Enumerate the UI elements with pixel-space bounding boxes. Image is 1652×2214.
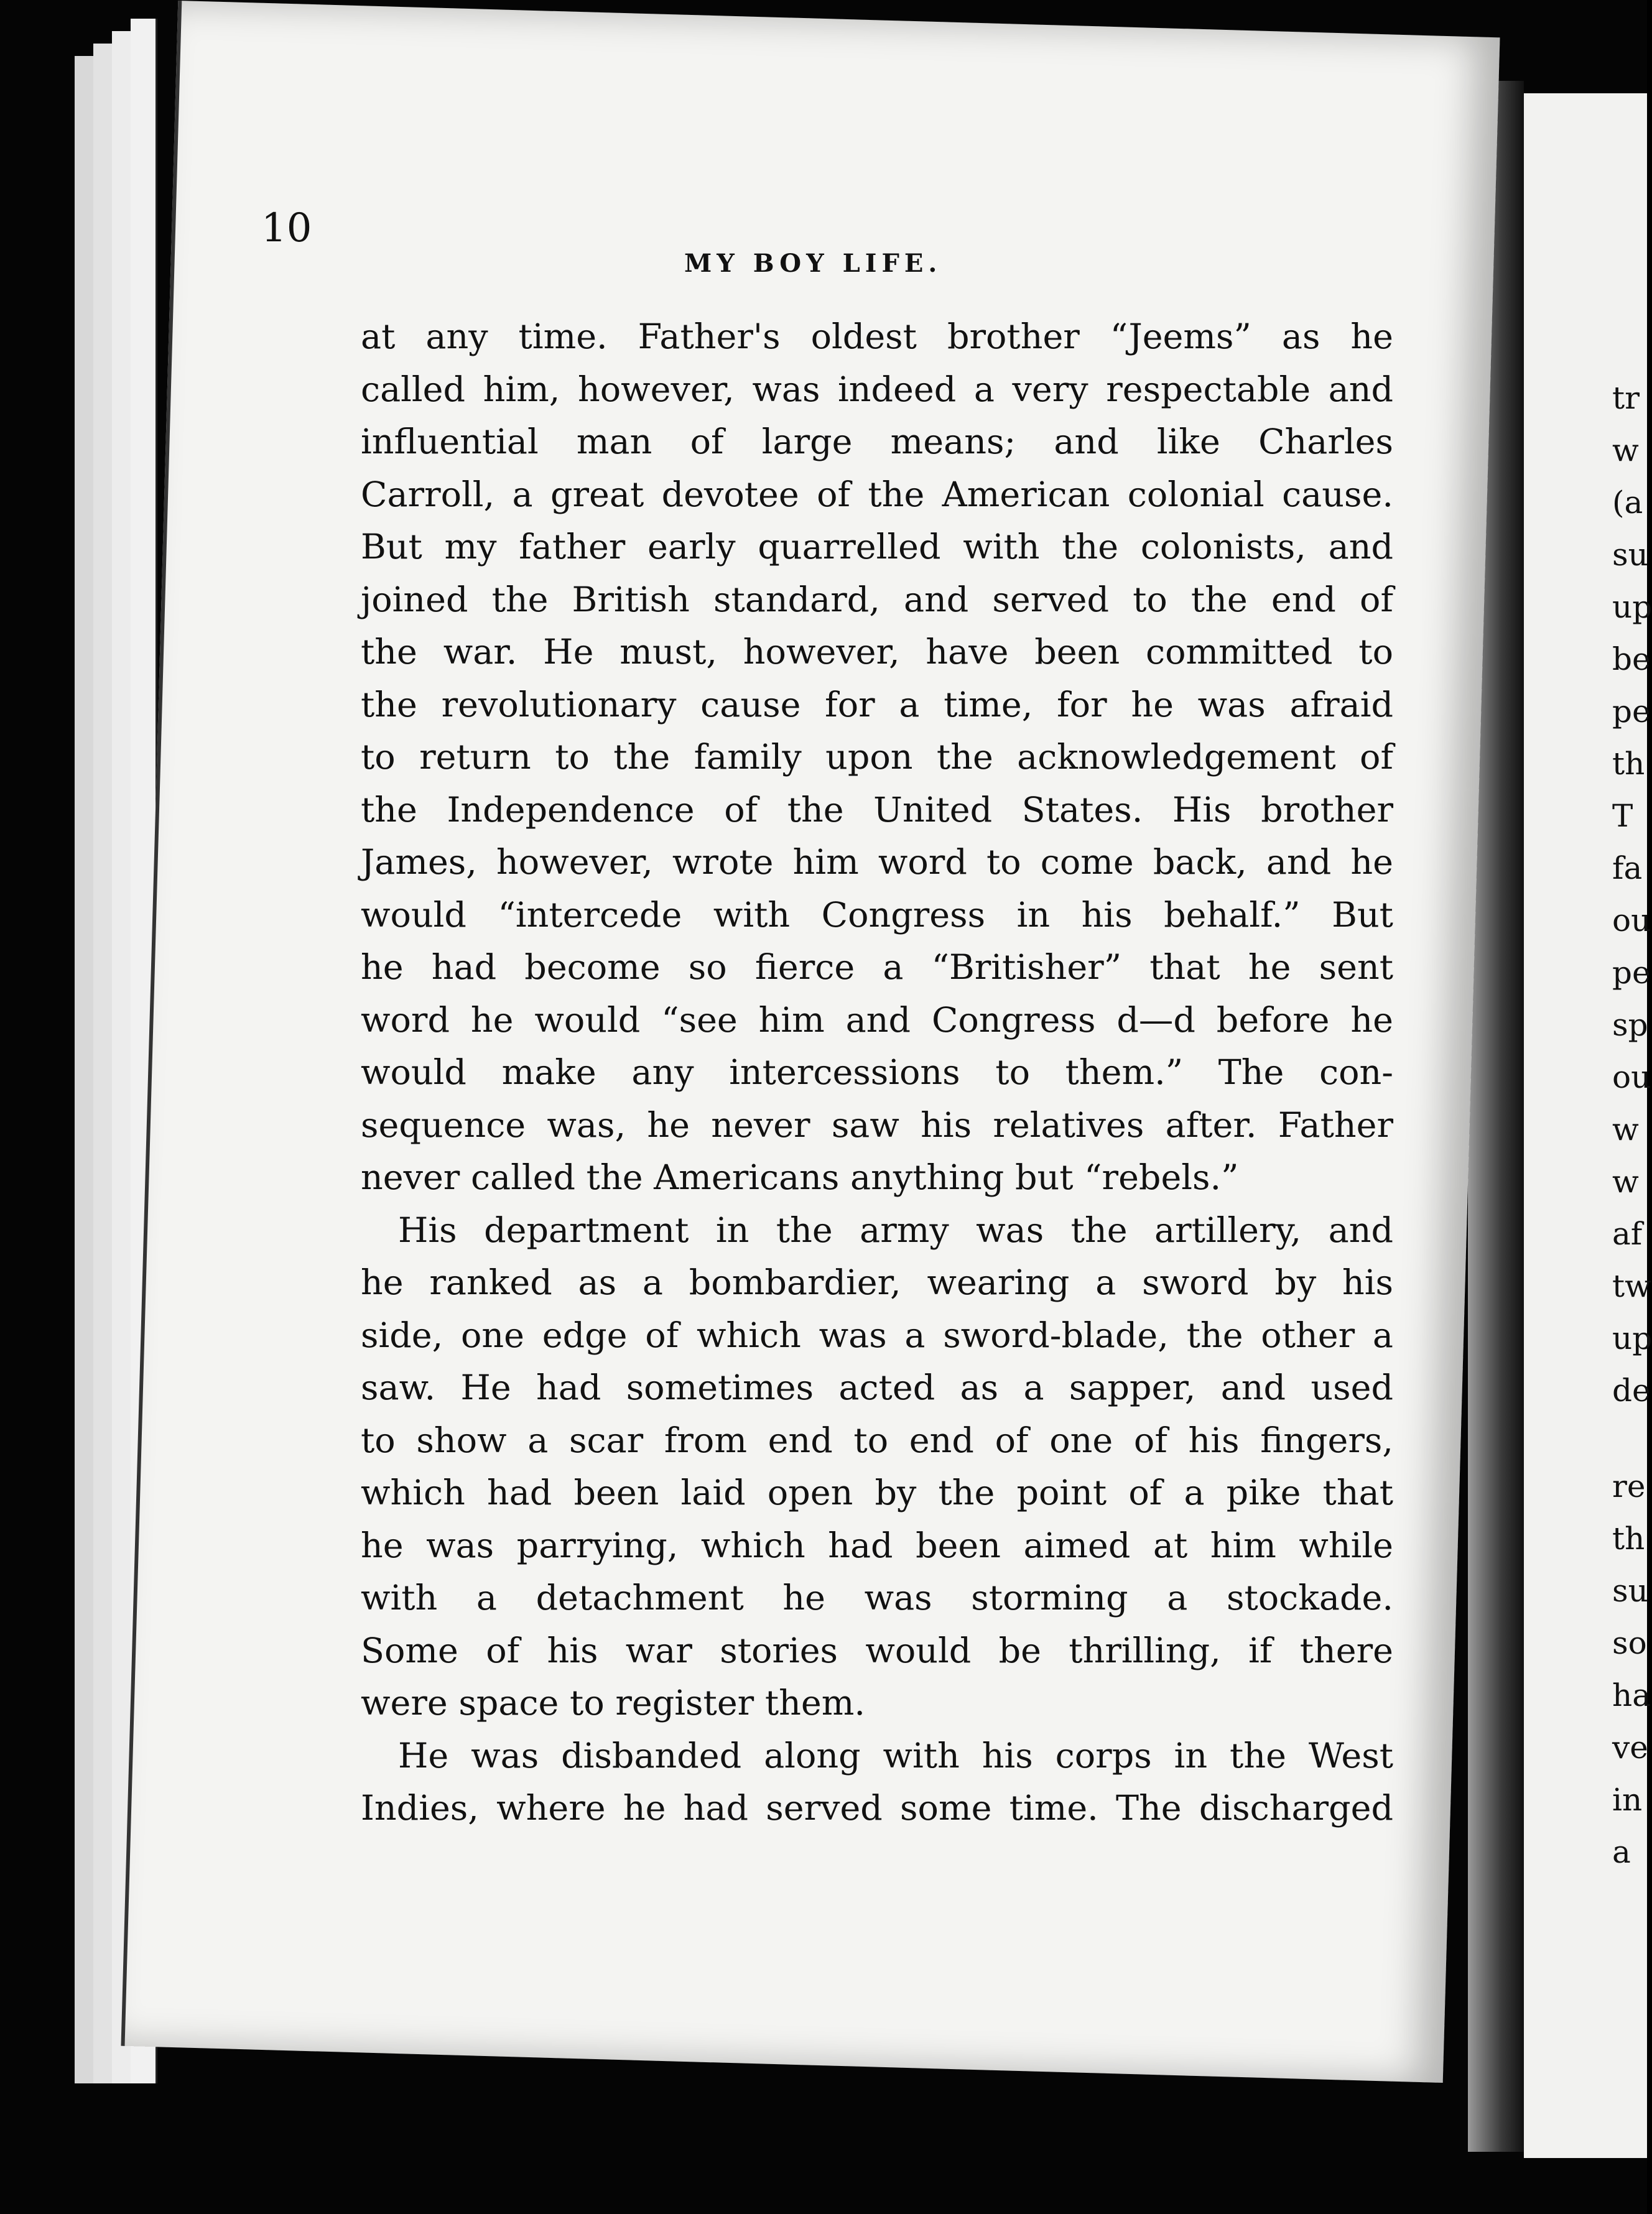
facing-text-fragment: ve [1612,1730,1648,1766]
text-line: the Independence of the United States. His brother [361,789,1393,830]
text-line: called him, however, was indeed a very respectable and [361,369,1393,410]
facing-text-fragment: ou [1612,1059,1651,1095]
text-line: never called the Americans anything but “rebels.” [361,1157,1239,1198]
facing-text-fragment: pe [1612,955,1651,991]
facing-text-fragment: su [1612,1573,1648,1609]
facing-text-fragment: w [1612,1111,1639,1147]
text-line: to show a scar from end to end of one of his fingers, [361,1420,1393,1461]
facing-text-fragment: in [1612,1782,1643,1818]
text-line: Carroll, a great devotee of the American colonial cause. [361,474,1393,515]
text-line: with a detachment he was storming a stockade. [361,1578,1393,1618]
text-line: the war. He must, however, have been committed to [361,632,1393,672]
body-text [361,311,1393,1835]
text-line: saw. He had sometimes acted as a sapper, and used [361,1368,1393,1408]
facing-text-fragment: w [1612,432,1639,468]
facing-text-fragment: su [1612,537,1648,573]
facing-text-fragment: re [1612,1468,1646,1504]
facing-text-fragment: af [1612,1216,1643,1252]
text-line: to return to the family upon the acknowledgement of [361,737,1393,777]
facing-text-fragment: up [1612,589,1652,625]
facing-text-fragment: pe [1612,693,1651,730]
facing-text-fragment: ou [1612,902,1651,938]
text-line: side, one edge of which was a sword-blade, the other a [361,1315,1393,1356]
facing-text-fragment: sp [1612,1007,1648,1043]
facing-text-fragment: T [1612,798,1633,834]
facing-text-fragment: up [1612,1320,1652,1356]
text-line: he was parrying, which had been aimed at him while [361,1525,1393,1566]
facing-text-fragment: tr [1612,380,1640,416]
text-line: the revolutionary cause for a time, for he was afraid [361,684,1393,725]
facing-text-fragment: w [1612,1164,1639,1200]
facing-text-fragment: th [1612,1521,1645,1557]
text-line: Some of his war stories would be thrilling, if there [361,1630,1393,1671]
text-line: which had been laid open by the point of a pike that [361,1473,1393,1513]
facing-text-fragment: fa [1612,850,1643,886]
facing-text-fragment: so [1612,1625,1647,1661]
text-line: would “intercede with Congress in his behalf.” But [361,894,1393,935]
text-line: He was disbanded along with his corps in the West [398,1735,1393,1776]
text-line: at any time. Father's oldest brother “Jeems” as he [361,317,1393,357]
facing-text-fragment: be [1612,641,1651,677]
facing-text-fragment: tw [1612,1268,1651,1304]
text-line: His department in the army was the artillery, and [398,1210,1393,1251]
page-number: 10 [261,205,312,251]
text-line: were space to register them. [361,1683,866,1723]
text-line: influential man of large means; and like Charles [361,422,1393,462]
facing-text-fragment: th [1612,746,1645,782]
text-line: sequence was, he never saw his relatives after. Father [361,1105,1393,1146]
text-line: James, however, wrote him word to come back, and he [361,842,1393,882]
running-head: MY BOY LIFE. [684,249,942,278]
text-line: word he would “see him and Congress d—d before he [361,999,1393,1040]
facing-text-fragment: a [1612,1834,1631,1870]
text-line: would make any intercessions to them.” The con- [361,1052,1393,1093]
text-line: Indies, where he had served some time. The discharged [361,1788,1393,1828]
text-line: But my father early quarrelled with the colonists, and [361,527,1393,567]
text-line: joined the British standard, and served to the end of [361,579,1393,620]
facing-text-fragment: ha [1612,1677,1651,1713]
facing-text-fragment: (a [1612,484,1643,521]
text-line: he ranked as a bombardier, wearing a sword by his [361,1262,1393,1303]
text-line: he had become so fierce a “Britisher” that he sent [361,947,1393,988]
facing-text-fragment: de [1612,1373,1651,1409]
